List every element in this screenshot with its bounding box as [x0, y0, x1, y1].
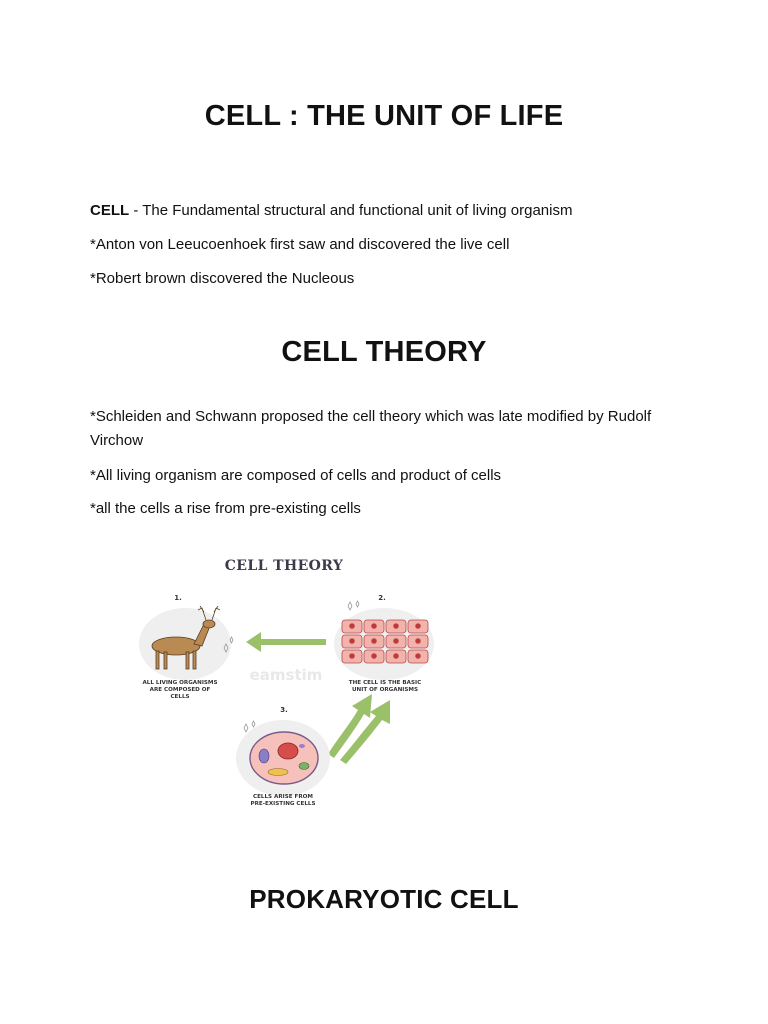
- step-3-number: 3.: [280, 706, 288, 714]
- theory-point: *all the cells a rise from pre-existing cells: [90, 500, 361, 517]
- arrow-up-right-icon: [328, 694, 390, 764]
- cell-term: CELL: [90, 202, 130, 219]
- sparkle-icon: [348, 601, 359, 610]
- cell-definition: [90, 199, 690, 223]
- theory-point: *Schleiden and Schwann proposed the cell theory which was late modified by Rudolf Virchow: [90, 408, 652, 449]
- step-2-number: 2.: [378, 594, 386, 602]
- figure-graphic: [128, 548, 440, 810]
- step-1-caption: ALL LIVING ORGANISMS: [142, 680, 218, 686]
- step-2-caption: UNIT OF ORGANISMS: [352, 687, 418, 693]
- figure-title: CELL THEORY: [224, 558, 344, 574]
- watermark-text: eamstim: [249, 666, 323, 684]
- step-1-caption: CELLS: [170, 694, 190, 700]
- theory-point: *All living organism are composed of cells and product of cells: [90, 467, 502, 484]
- intro-point: *Anton von Leeucoenhoek first saw and discovered the live cell: [90, 236, 510, 253]
- step-3-caption: CELLS ARISE FROM: [253, 794, 313, 800]
- intro-point: *Robert brown discovered the Nucleous: [90, 270, 355, 287]
- cell-theory-heading: CELL THEORY: [281, 336, 487, 368]
- step-1-caption: ARE COMPOSED OF: [149, 687, 211, 693]
- step-1-number: 1.: [174, 594, 182, 602]
- step-2-caption: THE CELL IS THE BASIC: [348, 680, 422, 686]
- page-title: CELL : THE UNIT OF LIFE: [204, 100, 564, 132]
- arrow-left-icon: [246, 632, 326, 652]
- cell-definition-text: - The Fundamental structural and functional unit of living organism: [129, 202, 573, 219]
- prokaryotic-cell-heading: PROKARYOTIC CELL: [249, 884, 519, 914]
- animal-cell-icon: [250, 732, 318, 784]
- step-3-caption: PRE-EXISTING CELLS: [250, 801, 316, 807]
- cell-theory-illustration: [128, 548, 440, 810]
